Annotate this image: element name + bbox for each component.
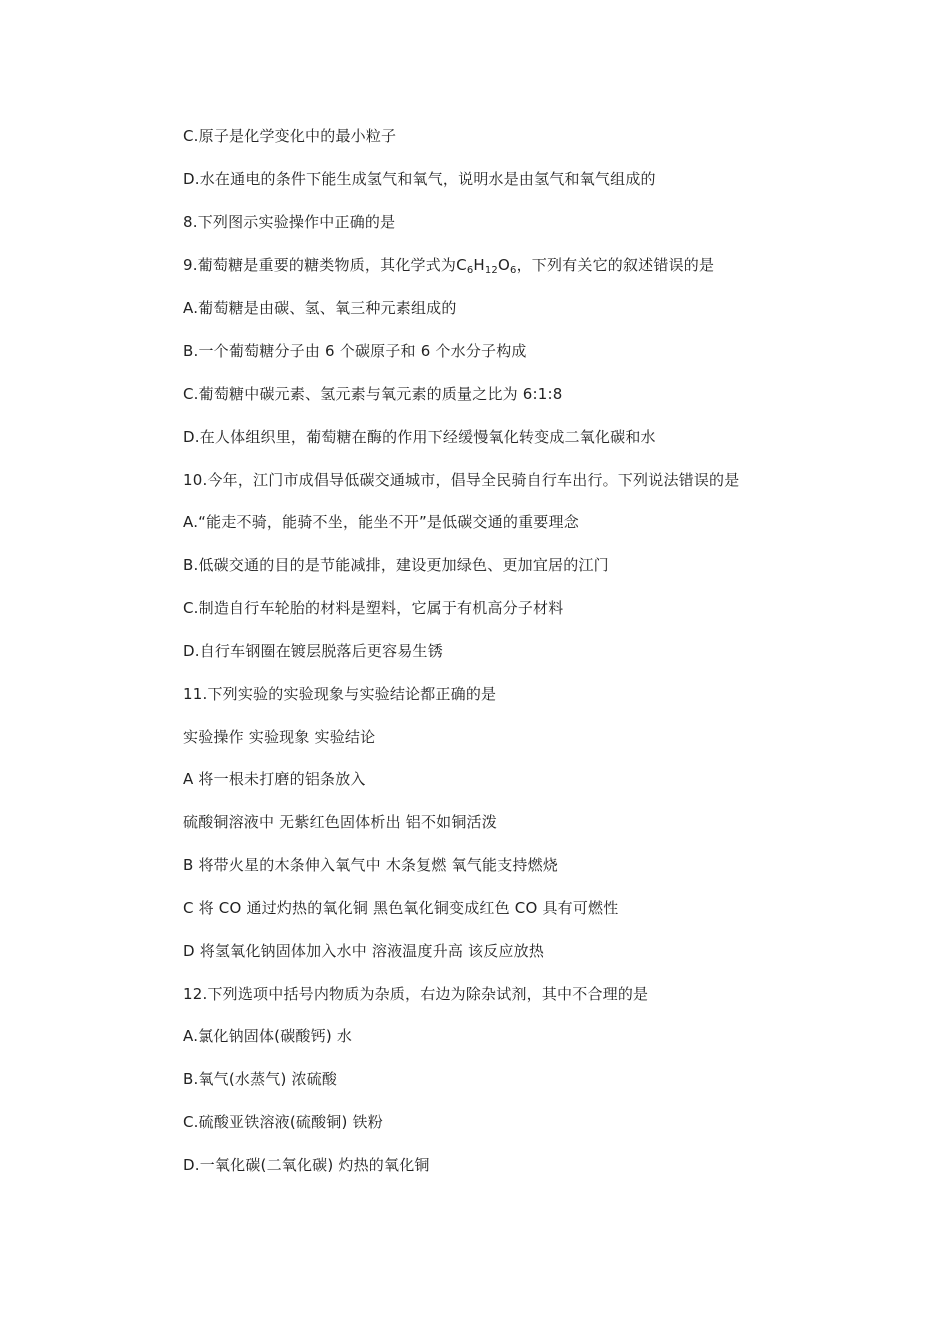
q12-option-b: B.氧气(水蒸气) 浓硫酸 [183, 1070, 338, 1088]
q11-row-b: B 将带火星的木条伸入氧气中 木条复燃 氧气能支持燃烧 [183, 856, 558, 874]
q11-question: 11.下列实验的实验现象与实验结论都正确的是 [183, 685, 497, 703]
q11-row-d: D 将氢氧化钠固体加入水中 溶液温度升高 该反应放热 [183, 942, 545, 960]
q12-question: 12.下列选项中括号内物质为杂质，右边为除杂试剂，其中不合理的是 [183, 985, 649, 1003]
q11-row-c: C 将 CO 通过灼热的氧化铜 黑色氧化铜变成红色 CO 具有可燃性 [183, 899, 619, 917]
q9-option-a: A.葡萄糖是由碳、氢、氧三种元素组成的 [183, 299, 457, 317]
q9-option-b: B.一个葡萄糖分子由 6 个碳原子和 6 个水分子构成 [183, 342, 527, 360]
q10-option-b: B.低碳交通的目的是节能减排，建设更加绿色、更加宜居的江门 [183, 556, 609, 574]
q11-row-a-part1: A 将一根未打磨的铝条放入 [183, 770, 366, 788]
q11-row-a-part2: 硫酸铜溶液中 无紫红色固体析出 铝不如铜活泼 [183, 813, 497, 831]
q9-question-text: 9.葡萄糖是重要的糖类物质，其化学式为 [183, 256, 457, 274]
q11-table-header: 实验操作 实验现象 实验结论 [183, 728, 376, 746]
q10-option-a: A.“能走不骑，能骑不坐，能坐不开”是低碳交通的重要理念 [183, 513, 579, 531]
q9-question-suffix: ，下列有关它的叙述错误的是 [516, 256, 715, 274]
q12-option-a: A.氯化钠固体(碳酸钙) 水 [183, 1027, 353, 1045]
q10-option-c: C.制造自行车轮胎的材料是塑料，它属于有机高分子材料 [183, 599, 564, 617]
q12-option-c: C.硫酸亚铁溶液(硫酸铜) 铁粉 [183, 1113, 383, 1131]
glucose-formula: $C_6H_{12}O_6$ [456, 256, 517, 276]
q10-question: 10.今年，江门市成倡导低碳交通城市，倡导全民骑自行车出行。下列说法错误的是 [183, 471, 740, 489]
q7-option-c: C.原子是化学变化中的最小粒子 [183, 127, 397, 145]
q9-option-d: D.在人体组织里，葡萄糖在酶的作用下经缓慢氧化转变成二氧化碳和水 [183, 428, 656, 446]
q9-option-c: C.葡萄糖中碳元素、氢元素与氧元素的质量之比为 6:1:8 [183, 385, 563, 403]
q8-question: 8.下列图示实验操作中正确的是 [183, 213, 396, 231]
q12-option-d: D.一氧化碳(二氧化碳) 灼热的氧化铜 [183, 1156, 430, 1174]
q9-question [183, 255, 714, 275]
q10-option-d: D.自行车钢圈在镀层脱落后更容易生锈 [183, 642, 443, 660]
q7-option-d: D.水在通电的条件下能生成氢气和氧气，说明水是由氢气和氧气组成的 [183, 170, 656, 188]
